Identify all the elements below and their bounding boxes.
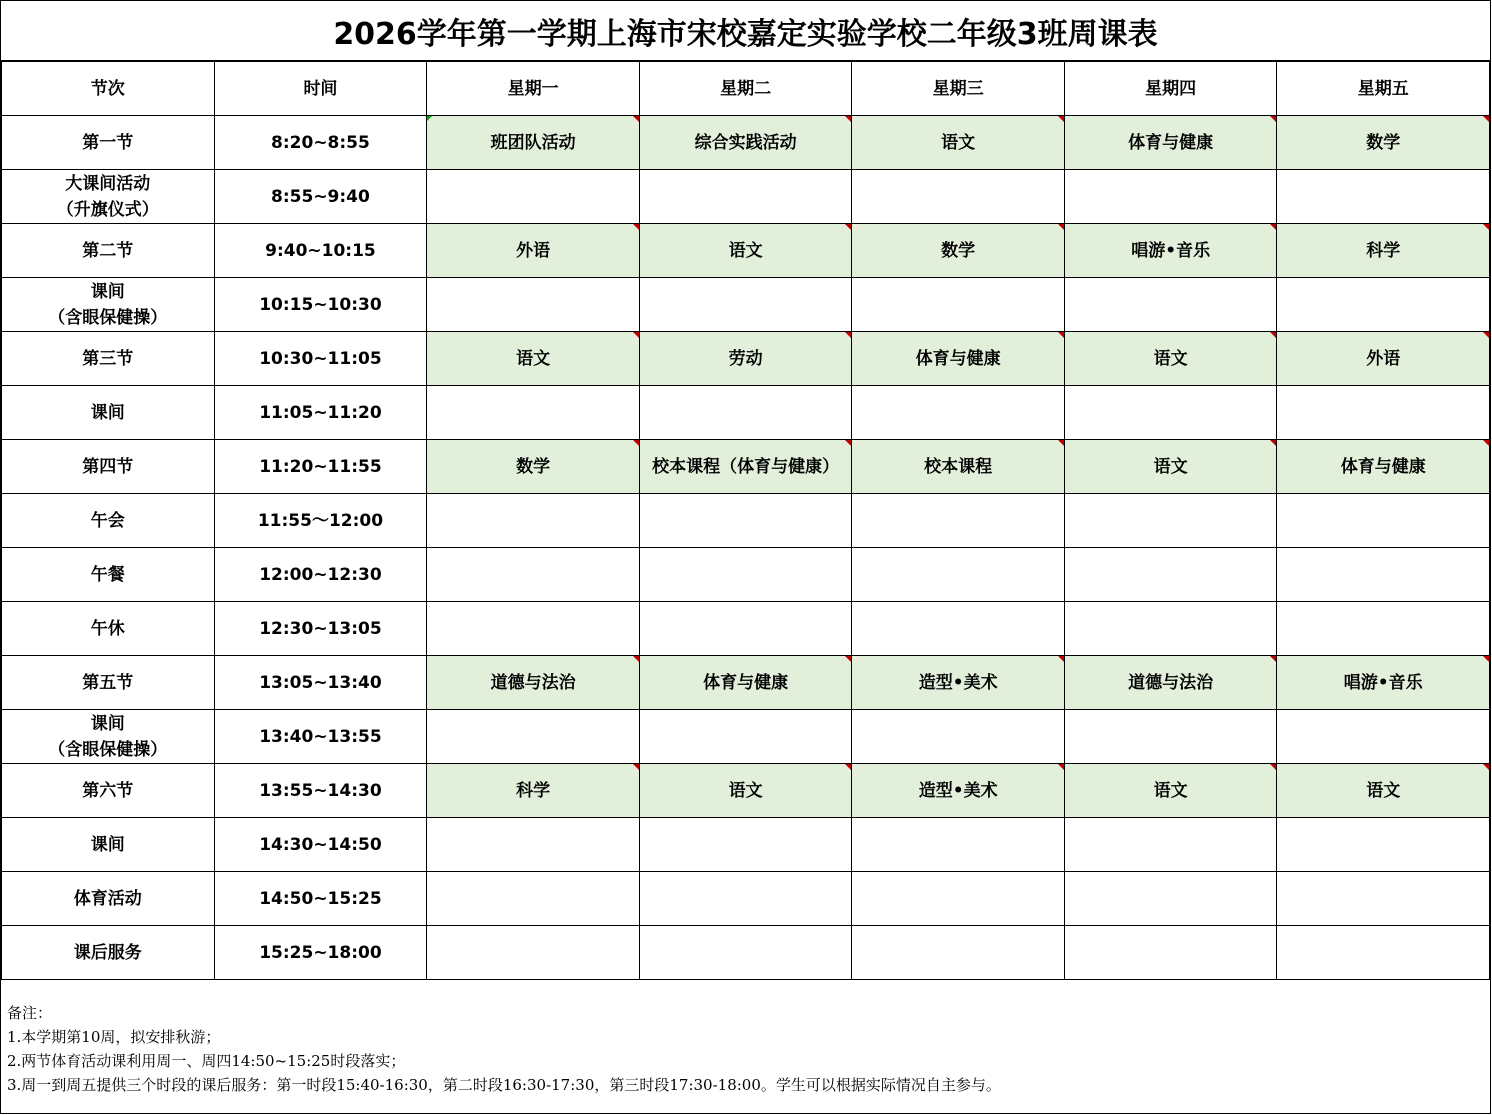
time-cell: 10:30~11:05 xyxy=(214,332,427,386)
empty-cell[interactable] xyxy=(639,494,852,548)
period-cell xyxy=(2,386,215,440)
empty-cell[interactable] xyxy=(1277,710,1490,764)
table-row xyxy=(2,818,1490,872)
time-cell: 8:55~9:40 xyxy=(214,170,427,224)
course-cell[interactable]: 校本课程（体育与健康） xyxy=(639,440,852,494)
empty-cell[interactable] xyxy=(1277,872,1490,926)
period-label: 第五节 xyxy=(82,672,134,693)
table-row xyxy=(2,656,1490,710)
period-cell xyxy=(2,170,215,224)
empty-cell[interactable] xyxy=(1277,494,1490,548)
course-cell[interactable]: 劳动 xyxy=(639,332,852,386)
note-item: 3.周一到周五提供三个时段的课后服务：第一时段15:40-16:30，第二时段16:30-17:30，第三时段17:30-18:00。学生可以根据实际情况自主参与。 xyxy=(7,1076,1001,1094)
table-row xyxy=(2,170,1490,224)
empty-cell[interactable] xyxy=(427,278,640,332)
notes-heading: 备注： xyxy=(7,1004,53,1022)
course-cell[interactable]: 外语 xyxy=(427,224,640,278)
period-cell xyxy=(2,872,215,926)
course-cell[interactable]: 语文 xyxy=(1277,764,1490,818)
course-cell[interactable]: 道德与法治 xyxy=(1064,656,1277,710)
period-label: 第四节 xyxy=(82,456,134,477)
period-cell xyxy=(2,116,215,170)
course-cell[interactable]: 语文 xyxy=(1064,332,1277,386)
table-row xyxy=(2,926,1490,980)
empty-cell[interactable] xyxy=(1277,602,1490,656)
empty-cell[interactable] xyxy=(852,386,1065,440)
course-cell[interactable]: 体育与健康 xyxy=(1277,440,1490,494)
table-row xyxy=(2,116,1490,170)
time-cell: 8:20~8:55 xyxy=(214,116,427,170)
empty-cell[interactable] xyxy=(852,872,1065,926)
note-item: 2.两节体育活动课利用周一、周四14:50~15:25时段落实； xyxy=(7,1052,406,1070)
table-row xyxy=(2,278,1490,332)
time-cell: 12:30~13:05 xyxy=(214,602,427,656)
empty-cell[interactable] xyxy=(1064,548,1277,602)
empty-cell[interactable] xyxy=(427,926,640,980)
header-weekday: 星期四 xyxy=(1064,62,1277,116)
period-cell xyxy=(2,224,215,278)
course-cell[interactable]: 语文 xyxy=(639,764,852,818)
period-cell xyxy=(2,494,215,548)
empty-cell[interactable] xyxy=(427,494,640,548)
table-row xyxy=(2,224,1490,278)
header-period: 节次 xyxy=(2,62,215,116)
empty-cell[interactable] xyxy=(639,386,852,440)
period-label: 第二节 xyxy=(82,240,134,261)
period-label: 午休 xyxy=(90,618,125,639)
course-cell[interactable]: 数学 xyxy=(427,440,640,494)
period-label: 课间 xyxy=(90,834,125,855)
period-sublabel: （含眼保健操） xyxy=(48,307,168,328)
period-cell xyxy=(2,764,215,818)
empty-cell[interactable] xyxy=(1064,494,1277,548)
period-label: 午餐 xyxy=(90,564,125,585)
table-row xyxy=(2,440,1490,494)
empty-cell[interactable] xyxy=(427,872,640,926)
course-cell[interactable]: 数学 xyxy=(1277,116,1490,170)
header-weekday: 星期五 xyxy=(1277,62,1490,116)
period-label: 午会 xyxy=(90,510,125,531)
empty-cell[interactable] xyxy=(1277,926,1490,980)
empty-cell[interactable] xyxy=(1064,386,1277,440)
period-cell xyxy=(2,926,215,980)
time-cell: 13:40~13:55 xyxy=(214,710,427,764)
period-label: 体育活动 xyxy=(73,888,142,909)
empty-cell[interactable] xyxy=(639,548,852,602)
time-cell: 12:00~12:30 xyxy=(214,548,427,602)
note-item: 1.本学期第10周，拟安排秋游； xyxy=(7,1028,221,1046)
time-cell: 14:30~14:50 xyxy=(214,818,427,872)
course-cell[interactable]: 语文 xyxy=(852,116,1065,170)
empty-cell[interactable] xyxy=(639,602,852,656)
period-cell xyxy=(2,548,215,602)
header-weekday: 星期一 xyxy=(427,62,640,116)
course-cell[interactable]: 语文 xyxy=(1064,764,1277,818)
table-row xyxy=(2,548,1490,602)
timetable-grid xyxy=(1,61,1490,980)
course-cell[interactable]: 造型•美术 xyxy=(852,764,1065,818)
course-cell[interactable]: 班团队活动 xyxy=(427,116,640,170)
empty-cell[interactable] xyxy=(427,386,640,440)
period-cell xyxy=(2,332,215,386)
empty-cell[interactable] xyxy=(1277,818,1490,872)
course-cell[interactable]: 造型•美术 xyxy=(852,656,1065,710)
table-row xyxy=(2,602,1490,656)
empty-cell[interactable] xyxy=(852,710,1065,764)
period-label: 课后服务 xyxy=(73,942,142,963)
period-cell xyxy=(2,602,215,656)
timetable-title: 2026学年第一学期上海市宋校嘉定实验学校二年级3班周课表 xyxy=(1,1,1490,61)
period-label: 第一节 xyxy=(82,132,134,153)
header-weekday: 星期三 xyxy=(852,62,1065,116)
notes-section xyxy=(1,997,1490,1114)
period-cell xyxy=(2,656,215,710)
time-cell: 11:55～12:00 xyxy=(214,494,427,548)
period-cell xyxy=(2,818,215,872)
empty-cell[interactable] xyxy=(852,494,1065,548)
empty-cell[interactable] xyxy=(639,872,852,926)
table-row xyxy=(2,764,1490,818)
period-label: 第六节 xyxy=(82,780,134,801)
time-cell: 13:55~14:30 xyxy=(214,764,427,818)
empty-cell[interactable] xyxy=(1064,602,1277,656)
empty-cell[interactable] xyxy=(852,926,1065,980)
period-sublabel: （升旗仪式） xyxy=(56,199,159,220)
time-cell: 14:50~15:25 xyxy=(214,872,427,926)
empty-cell[interactable] xyxy=(1064,278,1277,332)
empty-cell[interactable] xyxy=(1277,386,1490,440)
table-row xyxy=(2,332,1490,386)
empty-cell[interactable] xyxy=(639,710,852,764)
empty-cell[interactable] xyxy=(852,170,1065,224)
period-label: 课间 xyxy=(90,402,125,423)
empty-cell[interactable] xyxy=(1064,926,1277,980)
empty-cell[interactable] xyxy=(1277,278,1490,332)
header-time: 时间 xyxy=(214,62,427,116)
empty-cell[interactable] xyxy=(1064,170,1277,224)
empty-cell[interactable] xyxy=(639,818,852,872)
period-cell xyxy=(2,278,215,332)
table-row xyxy=(2,386,1490,440)
empty-cell[interactable] xyxy=(1064,872,1277,926)
empty-cell[interactable] xyxy=(1277,548,1490,602)
period-label: 大课间活动 xyxy=(65,173,151,194)
time-cell: 10:15~10:30 xyxy=(214,278,427,332)
course-cell[interactable]: 综合实践活动 xyxy=(639,116,852,170)
course-cell[interactable]: 体育与健康 xyxy=(1064,116,1277,170)
course-cell[interactable]: 道德与法治 xyxy=(427,656,640,710)
course-cell[interactable]: 校本课程 xyxy=(852,440,1065,494)
period-label: 课间 xyxy=(90,281,125,302)
empty-cell[interactable] xyxy=(427,602,640,656)
empty-cell[interactable] xyxy=(427,170,640,224)
empty-cell[interactable] xyxy=(427,818,640,872)
empty-cell[interactable] xyxy=(639,278,852,332)
empty-cell[interactable] xyxy=(427,710,640,764)
period-cell xyxy=(2,710,215,764)
empty-cell[interactable] xyxy=(639,170,852,224)
empty-cell[interactable] xyxy=(1277,170,1490,224)
header-weekday: 星期二 xyxy=(639,62,852,116)
time-cell: 15:25~18:00 xyxy=(214,926,427,980)
course-cell[interactable]: 体育与健康 xyxy=(852,332,1065,386)
time-cell: 13:05~13:40 xyxy=(214,656,427,710)
period-label: 课间 xyxy=(90,713,125,734)
course-cell[interactable]: 科学 xyxy=(1277,224,1490,278)
period-cell xyxy=(2,440,215,494)
table-row xyxy=(2,872,1490,926)
course-cell[interactable]: 数学 xyxy=(852,224,1065,278)
empty-cell[interactable] xyxy=(427,548,640,602)
course-cell[interactable]: 外语 xyxy=(1277,332,1490,386)
empty-cell[interactable] xyxy=(852,602,1065,656)
period-label: 第三节 xyxy=(82,348,134,369)
course-cell[interactable]: 语文 xyxy=(1064,440,1277,494)
course-cell[interactable]: 科学 xyxy=(427,764,640,818)
course-cell[interactable]: 体育与健康 xyxy=(639,656,852,710)
course-cell[interactable]: 唱游•音乐 xyxy=(1064,224,1277,278)
course-cell[interactable]: 唱游•音乐 xyxy=(1277,656,1490,710)
empty-cell[interactable] xyxy=(1064,818,1277,872)
table-row xyxy=(2,494,1490,548)
table-row xyxy=(2,710,1490,764)
time-cell: 9:40~10:15 xyxy=(214,224,427,278)
time-cell: 11:05~11:20 xyxy=(214,386,427,440)
empty-cell[interactable] xyxy=(852,278,1065,332)
course-cell[interactable]: 语文 xyxy=(427,332,640,386)
empty-cell[interactable] xyxy=(852,818,1065,872)
course-cell[interactable]: 语文 xyxy=(639,224,852,278)
period-sublabel: （含眼保健操） xyxy=(48,739,168,760)
time-cell: 11:20~11:55 xyxy=(214,440,427,494)
empty-cell[interactable] xyxy=(852,548,1065,602)
empty-cell[interactable] xyxy=(639,926,852,980)
header-row xyxy=(2,62,1490,116)
empty-cell[interactable] xyxy=(1064,710,1277,764)
